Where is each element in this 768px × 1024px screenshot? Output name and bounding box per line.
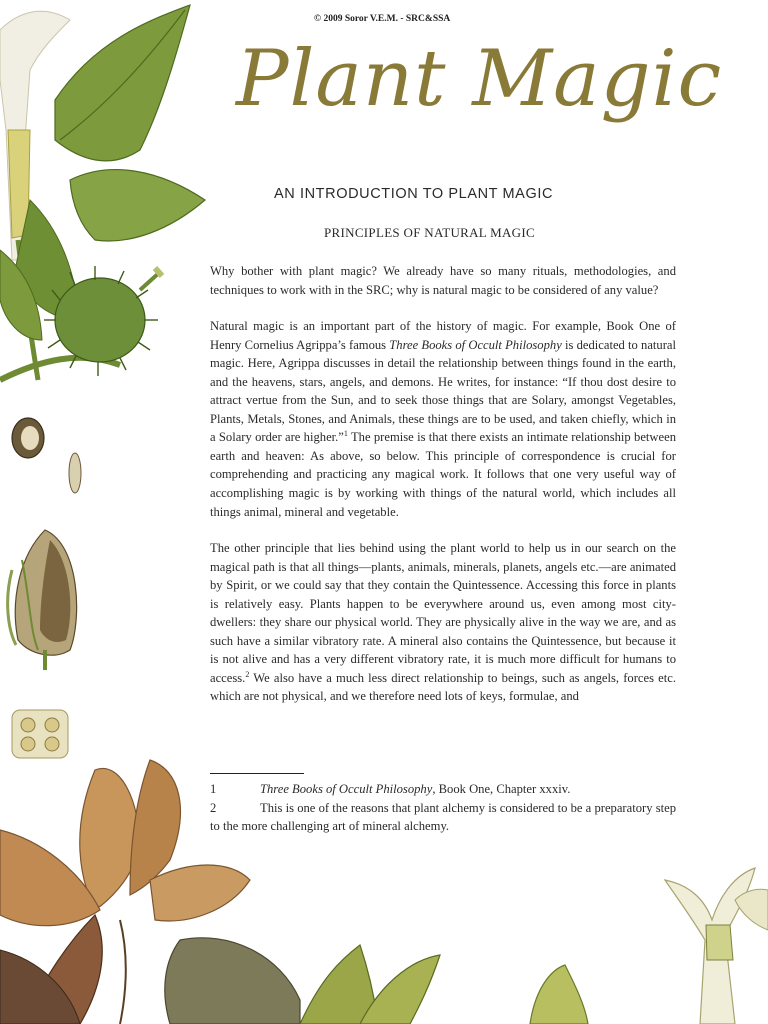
paragraph-2-text-b: is dedicated to natural magic. Here, Agrippa discusses in detail the relationship between things found in the earth, and the heavens, stars, angels, and demons. He writes, for instance: “If thou dost desire to attract vertue from the Sun, and to seek those things that are Solary, amongst Vegetables, Plants, Metals, Stones, and Animals, these things are to be used, and taken chiefly, which in a Solary order are higher.” xyxy=(210,337,676,445)
copyright-notice: © 2009 Soror V.E.M. - SRC&SSA xyxy=(314,14,451,24)
seed-capsule-illustration xyxy=(8,530,77,670)
footnote-number: 1 xyxy=(210,782,217,796)
cross-section-illustration xyxy=(12,710,68,758)
body-text xyxy=(210,262,676,724)
footnote-divider xyxy=(210,773,304,774)
footnote-1 xyxy=(210,780,676,799)
book-title: Three Books of Occult Philosophy xyxy=(389,337,562,352)
bract-illustration xyxy=(300,945,588,1024)
paragraph-2 xyxy=(210,317,676,521)
paragraph-1: Why bother with plant magic? We already have so many rituals, methodologies, and techniques to work with in the SRC; why is natural magic to be considered of any value? xyxy=(210,264,676,297)
seed-illustration xyxy=(12,418,81,493)
datura-flower-illustration xyxy=(0,5,205,380)
paragraph-2-text-a: Natural magic is an important part of the history of magic. For example, Book One of Henry Cornelius Agrippa’s famous xyxy=(210,319,676,352)
paragraph-3 xyxy=(210,539,676,706)
footnotes xyxy=(210,780,676,836)
footnote-ref-2[interactable]: 2 xyxy=(245,669,250,679)
footnote-book-title: Three Books of Occult Philosophy xyxy=(260,782,433,796)
footnote-2 xyxy=(210,799,676,836)
document-subtitle: AN INTRODUCTION TO PLANT MAGIC xyxy=(274,186,554,202)
footnote-number: 2 xyxy=(210,800,217,815)
document-title: Plant Magic xyxy=(236,34,723,124)
mallow-flower-illustration xyxy=(665,868,768,1024)
footnote-text: This is one of the reasons that plant alchemy is considered to be a preparatory step to the more challenging art of mineral alchemy. xyxy=(210,800,676,833)
paragraph-3-text-a: The other principle that lies behind using the plant world to help us in our search on the magical path is that all things—plants, animals, minerals, planets, angels etc.—are animated by Spirit, or we could say that they contain the Quintessence. Accessing this force in plants is relatively easy. Plants happen to be everywhere around us, even among most city-dwellers: they share our physical world. They are physically alive in the way we are, and as such have a similar vibratory rate. A mineral also contains the Quintessence, but because it is not alive and has a very different vibratory rate, it is much more difficult for humans to access. xyxy=(210,541,676,685)
paragraph-2-text-c: The premise is that there exists an intimate relationship between earth and heaven: As above, so below. This principle of correspondence is crucial for comprehending and practicing any magical work. It follows that one very useful way of accomplishing magic is by working with things of the natural world, which includes all things animal, mineral and vegetable. xyxy=(210,430,676,519)
paragraph-3-text-b: We also have a much less direct relationship to beings, such as angels, forces etc. which are not physical, and we therefore need lots of keys, formulae, and xyxy=(210,670,676,704)
footnote-ref-1[interactable]: 1 xyxy=(343,429,348,439)
section-heading: PRINCIPLES OF NATURAL MAGIC xyxy=(324,225,535,240)
footnote-text: , Book One, Chapter xxxiv. xyxy=(432,782,571,796)
